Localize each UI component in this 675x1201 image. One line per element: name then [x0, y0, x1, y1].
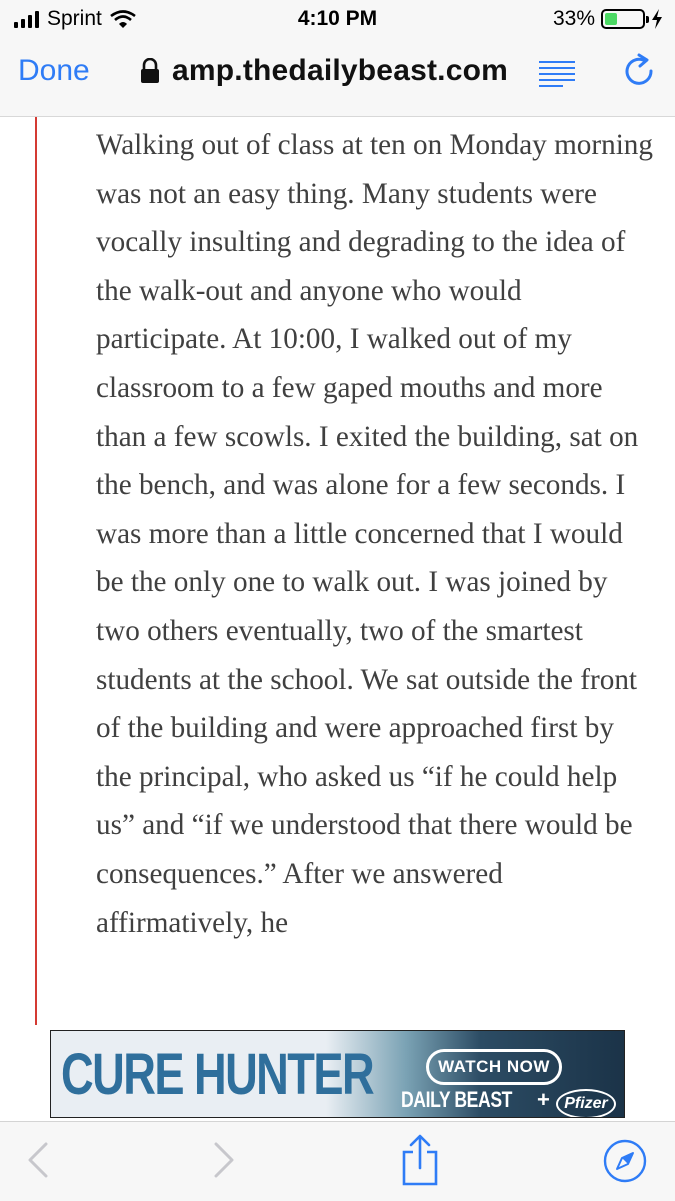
battery-icon: [601, 9, 645, 29]
ad-strip: [0, 1025, 675, 1121]
ad-banner[interactable]: [50, 1030, 625, 1118]
article-body: [0, 117, 675, 1025]
carrier-name: Sprint: [47, 7, 102, 30]
ad-title: CURE HUNTER: [61, 1042, 374, 1107]
ad-brand: DAILY BEAST: [401, 1087, 513, 1112]
bolt-icon: [651, 9, 663, 29]
compass-icon[interactable]: [602, 1138, 648, 1184]
url-text: amp.thedailybeast.com: [172, 54, 508, 87]
reader-view-icon[interactable]: [537, 59, 577, 87]
back-icon[interactable]: [26, 1140, 50, 1180]
share-icon[interactable]: [400, 1134, 440, 1186]
status-right: [553, 7, 663, 31]
address-bar[interactable]: [140, 54, 508, 88]
safari-nav-bar: [0, 40, 675, 117]
ad-partner-logo: Pfizer: [556, 1089, 616, 1118]
article-paragraph: Walking out of class at ten on Monday morning was not an easy thing. Many students were vocally insulting and degrading to the idea of the walk-out and anyone who would participate. At 10:00, I walked out of my classroom to a few gaped mouths and more than a few scowls. I exited the building, sat on the bench, and was alone for a few seconds. I was more than a little concerned that I would be the only one to walk out. I was joined by two others eventually, two of the smartest students at the school. We sat outside the front of the building and were approached first by the principal, who asked us “if he could help us” and “if we understood that there would be consequences.” After we answered affirmatively, he: [96, 129, 653, 939]
watch-now-button[interactable]: WATCH NOW: [426, 1049, 562, 1085]
clock: 4:10 PM: [297, 7, 378, 30]
lock-icon: [140, 58, 160, 84]
status-bar: [0, 0, 675, 40]
ad-plus: +: [537, 1087, 550, 1112]
done-button[interactable]: Done: [18, 54, 90, 87]
reload-icon[interactable]: [620, 52, 658, 90]
quote-rule: [35, 117, 37, 1025]
bottom-toolbar: [0, 1121, 675, 1201]
forward-icon[interactable]: [212, 1140, 236, 1180]
battery-percent: 33%: [552, 7, 595, 30]
